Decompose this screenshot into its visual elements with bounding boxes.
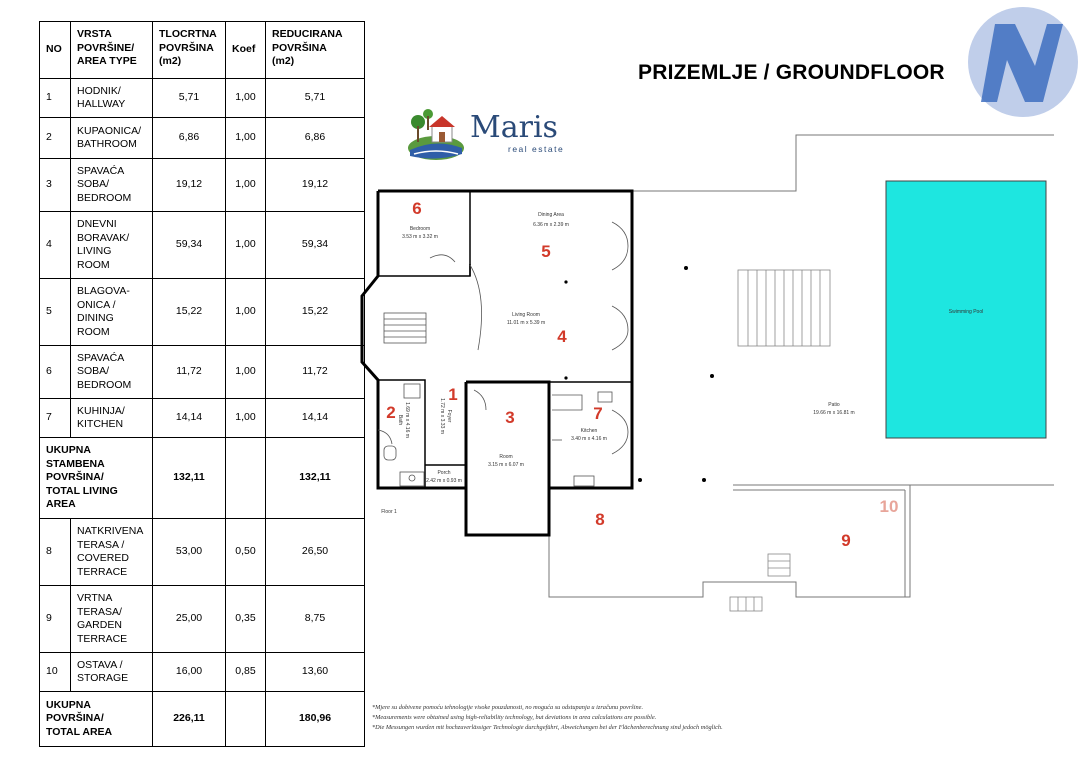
footnote-hr: *Mjere su dobivene pomoću tehnologije visoke pouzdanosti, no moguća su odstupanja u izračunu površine.: [372, 704, 644, 711]
brand-name: Maris: [470, 110, 558, 145]
row-reduced: 15,22: [266, 279, 365, 346]
dims-foyer: 1.72 m x 3.33 m: [439, 398, 445, 434]
row-type: NATKRIVENA TERASA / COVERED TERRACE: [71, 519, 153, 586]
footnotes: [372, 703, 892, 733]
row-area: 11,72: [153, 346, 226, 399]
dims-room: 3.15 m x 6.07 m: [488, 462, 524, 468]
row-type: DNEVNI BORAVAK/ LIVING ROOM: [71, 212, 153, 279]
label-porch: Porch: [437, 470, 451, 476]
dims-porch: 2.42 m x 0.93 m: [426, 478, 462, 484]
row-type: HODNIK/ HALLWAY: [71, 79, 153, 118]
grand-total-label: UKUPNA POVRŠINA/ TOTAL AREA: [40, 692, 153, 747]
living-total-label: UKUPNA STAMBENA POVRŠINA/ TOTAL LIVING AREA: [40, 438, 153, 519]
room-number-9: 9: [841, 531, 851, 550]
row-coef: 0,35: [226, 586, 266, 653]
header-reduced-area: REDUCIRANA POVRŠINA (m2): [266, 22, 365, 79]
room-number-1: 1: [448, 385, 458, 404]
row-reduced: 13,60: [266, 653, 365, 692]
room-number-8: 8: [595, 510, 605, 529]
dims-patio: 19.66 m x 16.81 m: [813, 410, 855, 416]
room-number-4: 4: [557, 327, 567, 346]
label-bedroom: Bedroom: [409, 226, 431, 232]
row-reduced: 6,86: [266, 118, 365, 159]
row-reduced: 26,50: [266, 519, 365, 586]
row-area: 53,00: [153, 519, 226, 586]
doors: [378, 222, 628, 454]
label-dining: Dining Area: [538, 212, 564, 218]
row-area: 16,00: [153, 653, 226, 692]
label-pool: Swimming Pool: [948, 309, 984, 315]
house-walls: [362, 191, 632, 535]
row-no: 5: [40, 279, 71, 346]
row-no: 8: [40, 519, 71, 586]
dims-kitchen: 3.40 m x 4.16 m: [571, 436, 607, 442]
living-total-reduced: 132,11: [266, 438, 365, 519]
header-area-type: VRSTA POVRŠINE/ AREA TYPE: [71, 22, 153, 79]
room-numbers: [386, 199, 898, 550]
row-reduced: 11,72: [266, 346, 365, 399]
row-no: 7: [40, 399, 71, 438]
patio-columns: [564, 266, 714, 482]
row-no: 4: [40, 212, 71, 279]
room-number-6: 6: [412, 199, 422, 218]
room-number-7: 7: [593, 404, 603, 423]
row-type: SPAVAĆA SOBA/ BEDROOM: [71, 346, 153, 399]
room-number-5: 5: [541, 242, 551, 261]
row-no: 2: [40, 118, 71, 159]
header-floor-area: TLOCRTNA POVRŠINA (m2): [153, 22, 226, 79]
row-coef: 1,00: [226, 346, 266, 399]
row-no: 1: [40, 79, 71, 118]
row-no: 9: [40, 586, 71, 653]
row-coef: 0,50: [226, 519, 266, 586]
dims-living: 11.01 m x 5.39 m: [506, 320, 546, 326]
row-coef: 1,00: [226, 118, 266, 159]
row-type: OSTAVA / STORAGE: [71, 653, 153, 692]
floor-label: Floor 1: [381, 509, 397, 515]
header-coef: Koef: [226, 22, 266, 79]
dims-bath: 1.69 m x 4.16 m: [404, 402, 410, 438]
row-type: SPAVAĆA SOBA/ BEDROOM: [71, 159, 153, 212]
row-area: 59,34: [153, 212, 226, 279]
row-area: 25,00: [153, 586, 226, 653]
footnote-en: *Measurements were obtained using high-reliability technology, but deviations in area calculations are possible.: [372, 714, 657, 721]
row-coef: 1,00: [226, 279, 266, 346]
living-total-area: 132,11: [153, 438, 226, 519]
row-coef: 1,00: [226, 212, 266, 279]
row-type: KUPAONICA/ BATHROOM: [71, 118, 153, 159]
row-type: BLAGOVA- ONICA / DINING ROOM: [71, 279, 153, 346]
row-reduced: 59,34: [266, 212, 365, 279]
grand-total-reduced: 180,96: [266, 692, 365, 747]
row-no: 3: [40, 159, 71, 212]
row-area: 15,22: [153, 279, 226, 346]
row-area: 19,12: [153, 159, 226, 212]
footnote-de: *Die Messungen wurden mit hochzuverlässiger Technologie durchgeführt, Abweichungen bei der Flächenberechnung sind jedoch möglich.: [372, 724, 723, 731]
patio-steps: [730, 270, 830, 611]
dims-dining: 6.36 m x 2.39 m: [533, 222, 569, 228]
label-patio: Patio: [828, 402, 840, 408]
bathroom-fixtures: [384, 384, 424, 486]
row-no: 6: [40, 346, 71, 399]
plan-title: PRIZEMLJE / GROUNDFLOOR: [638, 61, 945, 84]
label-living: Living Room: [512, 312, 540, 318]
header-no: NO: [40, 22, 71, 79]
room-number-10: 10: [879, 497, 899, 516]
label-bath: Bath: [397, 414, 403, 426]
row-reduced: 5,71: [266, 79, 365, 118]
row-coef: 0,85: [226, 653, 266, 692]
brand-tagline: real estate: [508, 144, 565, 154]
row-area: 5,71: [153, 79, 226, 118]
row-type: VRTNA TERASA/ GARDEN TERRACE: [71, 586, 153, 653]
row-coef: 1,00: [226, 79, 266, 118]
row-coef: 1,00: [226, 159, 266, 212]
room-number-3: 3: [505, 408, 515, 427]
row-no: 10: [40, 653, 71, 692]
grand-total-area: 226,11: [153, 692, 226, 747]
row-reduced: 14,14: [266, 399, 365, 438]
label-room: Room: [499, 454, 513, 460]
label-foyer: Foyer: [446, 409, 452, 423]
row-coef: 1,00: [226, 399, 266, 438]
row-reduced: 19,12: [266, 159, 365, 212]
label-kitchen: Kitchen: [580, 428, 598, 434]
dims-bedroom: 3.53 m x 3.32 m: [402, 234, 438, 240]
row-area: 6,86: [153, 118, 226, 159]
row-reduced: 8,75: [266, 586, 365, 653]
row-type: KUHINJA/ KITCHEN: [71, 399, 153, 438]
room-number-2: 2: [386, 403, 396, 422]
interior-stairs: [384, 313, 426, 343]
row-area: 14,14: [153, 399, 226, 438]
